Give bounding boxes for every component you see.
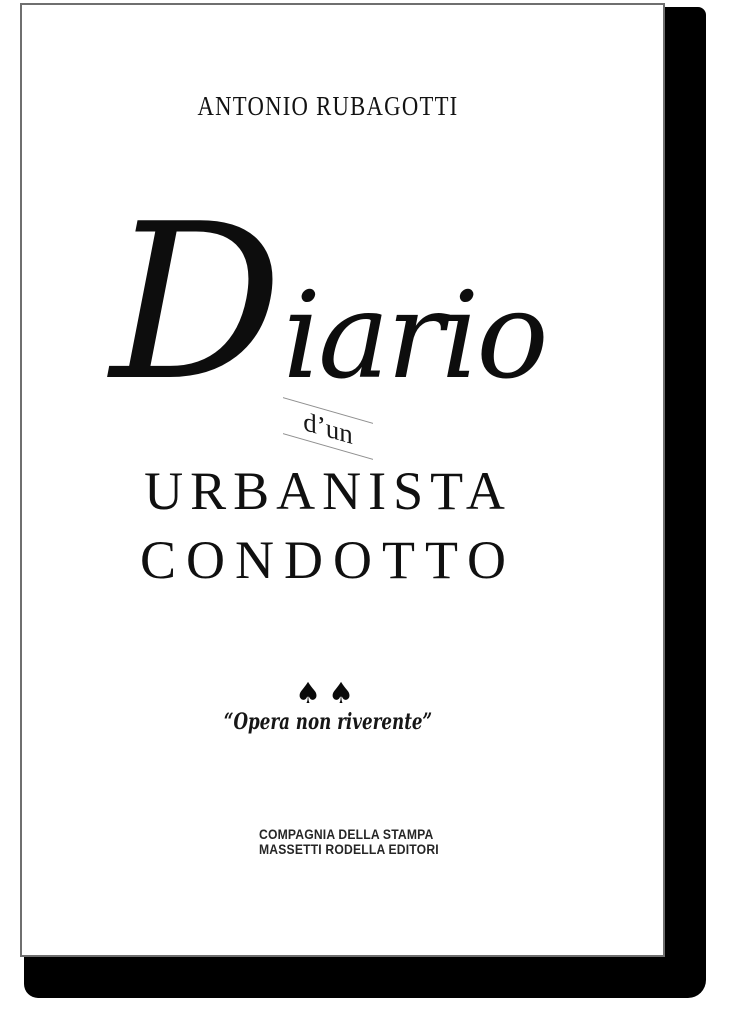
book-cover-page bbox=[20, 3, 665, 957]
spade-icon: ♠ bbox=[295, 676, 328, 710]
cover-text-block bbox=[22, 5, 634, 955]
motto-text: “Opera non riverente” bbox=[223, 709, 433, 735]
ornament-row bbox=[22, 677, 634, 709]
main-title-line1: URBANISTA bbox=[144, 461, 512, 521]
subtitle-dun: d’un bbox=[303, 405, 353, 451]
script-title-rest: iario bbox=[282, 267, 546, 406]
script-title bbox=[22, 177, 634, 444]
publisher-line2: MASSETTI RODELLA EDITORI bbox=[259, 841, 439, 857]
script-title-initial: D bbox=[110, 177, 283, 428]
main-title-line2: CONDOTTO bbox=[140, 530, 516, 590]
publisher-block bbox=[259, 828, 439, 857]
main-title bbox=[22, 457, 634, 595]
publisher-line1: COMPAGNIA DELLA STAMPA bbox=[259, 827, 434, 842]
spade-icon: ♠ bbox=[328, 676, 361, 710]
author-name: ANTONIO RUBAGOTTI bbox=[197, 91, 459, 121]
